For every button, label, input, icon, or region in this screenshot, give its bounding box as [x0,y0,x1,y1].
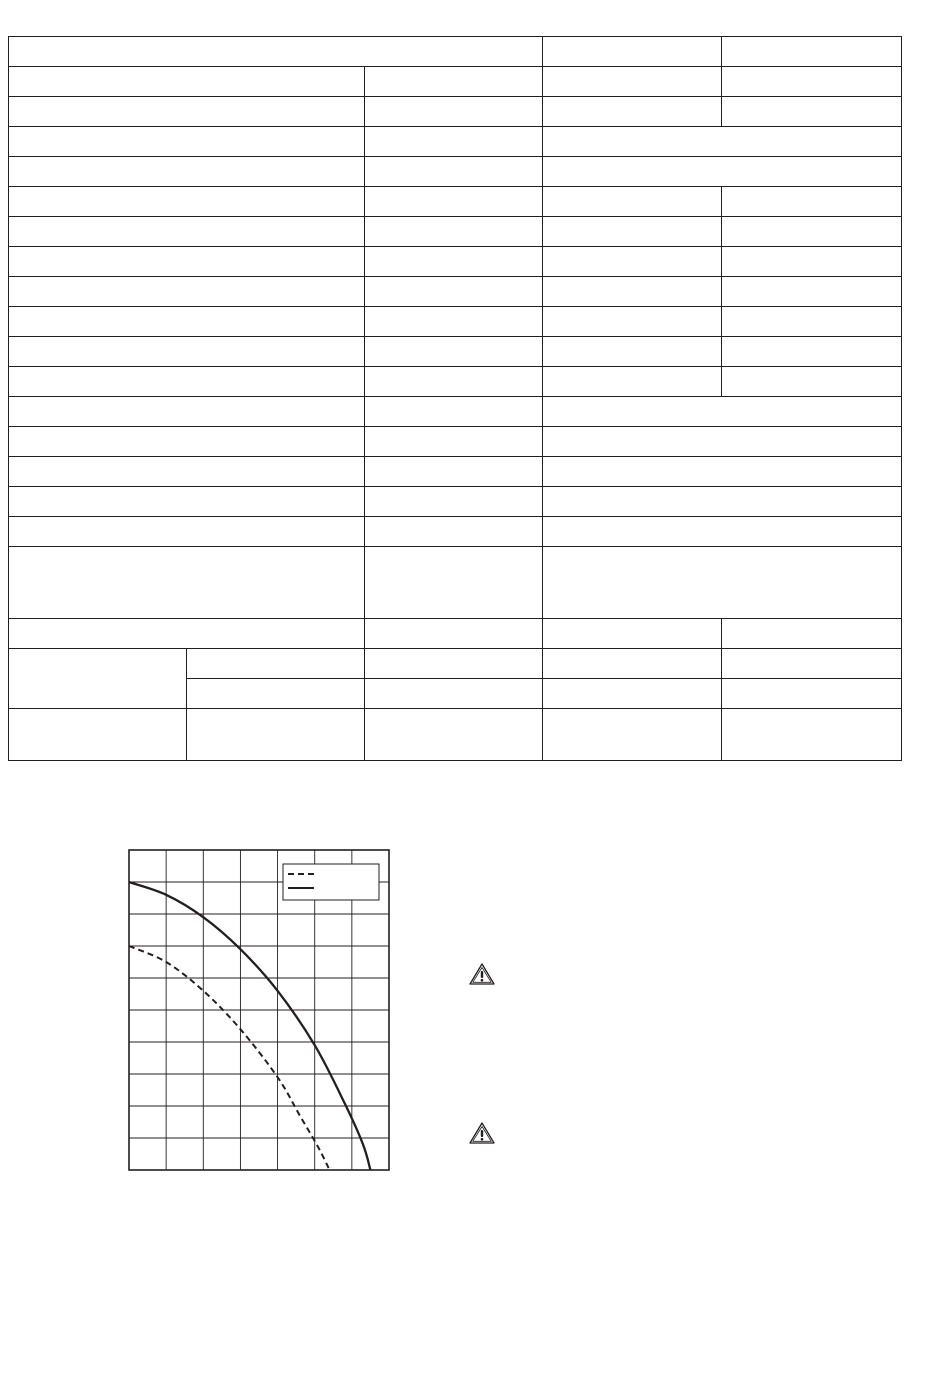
table-cell [543,547,902,619]
table-row [9,337,902,367]
table-cell [365,397,543,427]
table-cell [543,337,722,367]
table-cell [722,709,902,761]
series-line-2 [129,882,370,1170]
warning-icon [468,1121,496,1145]
table-row [9,307,902,337]
table-cell-group-label [9,649,187,709]
table-cell [722,217,902,247]
table-cell [365,487,543,517]
table-cell [543,157,902,187]
table-cell [722,187,902,217]
table-cell [9,277,365,307]
table-cell [9,427,365,457]
table-cell [365,67,543,97]
table-row [9,247,902,277]
table-cell [9,619,365,649]
table-row [9,187,902,217]
table-row [9,457,902,487]
table-row [9,547,902,619]
table-cell [543,67,722,97]
table-cell [365,649,543,679]
table-cell [543,307,722,337]
table-cell [722,649,902,679]
table-row [9,157,902,187]
table-cell [9,709,187,761]
table-row [9,397,902,427]
table-cell [365,427,543,457]
table-cell [543,487,902,517]
table-cell [365,517,543,547]
table-cell [543,649,722,679]
table-cell [543,709,722,761]
table-cell [543,427,902,457]
table-cell [722,277,902,307]
table-cell [722,247,902,277]
table-cell [543,217,722,247]
warning-icon [468,962,496,986]
table-cell [9,97,365,127]
table-cell [722,619,902,649]
table-cell [722,67,902,97]
table-row [9,427,902,457]
table-cell [543,127,902,157]
table-cell [365,277,543,307]
table-cell [365,547,543,619]
table-cell [543,247,722,277]
spec-table [8,36,902,761]
table-cell [9,127,365,157]
legend-box [283,864,379,900]
table-row [9,649,902,679]
table-cell [365,307,543,337]
table-cell [9,247,365,277]
table-cell [9,217,365,247]
table-cell [543,37,722,67]
table-row [9,67,902,97]
table-cell [365,217,543,247]
table-row [9,277,902,307]
table-cell [365,337,543,367]
table-cell [9,547,365,619]
table-cell [543,619,722,649]
table-cell [543,517,902,547]
table-cell [722,367,902,397]
table-cell [543,277,722,307]
table-cell [543,679,722,709]
performance-chart [126,847,392,1173]
table-row [9,37,902,67]
table-cell [9,367,365,397]
table-cell [722,37,902,67]
table-cell [543,397,902,427]
table-cell [9,337,365,367]
table-cell [9,397,365,427]
table-cell [722,97,902,127]
table-cell [365,187,543,217]
table-cell [9,157,365,187]
table-row [9,619,902,649]
table-row [9,487,902,517]
table-cell [365,97,543,127]
table-cell [365,709,543,761]
table-cell [9,307,365,337]
table-cell [365,367,543,397]
table-row [9,217,902,247]
table-cell [722,679,902,709]
table-row [9,127,902,157]
table-cell [365,157,543,187]
table-cell [9,187,365,217]
table-cell [543,457,902,487]
table-cell [722,307,902,337]
table-cell [9,37,543,67]
table-cell [9,517,365,547]
table-cell [9,457,365,487]
table-cell [9,487,365,517]
table-cell [365,457,543,487]
table-cell [187,679,365,709]
table-cell [365,619,543,649]
series-line-1 [129,946,330,1170]
table-cell [187,649,365,679]
table-cell [9,67,365,97]
table-cell [365,247,543,277]
table-cell [365,127,543,157]
table-cell [187,709,365,761]
table-cell [722,337,902,367]
table-cell [543,367,722,397]
table-row [9,367,902,397]
table-cell [365,679,543,709]
table-row [9,709,902,761]
table-row [9,517,902,547]
table-cell [543,97,722,127]
table-row [9,97,902,127]
table-cell [543,187,722,217]
